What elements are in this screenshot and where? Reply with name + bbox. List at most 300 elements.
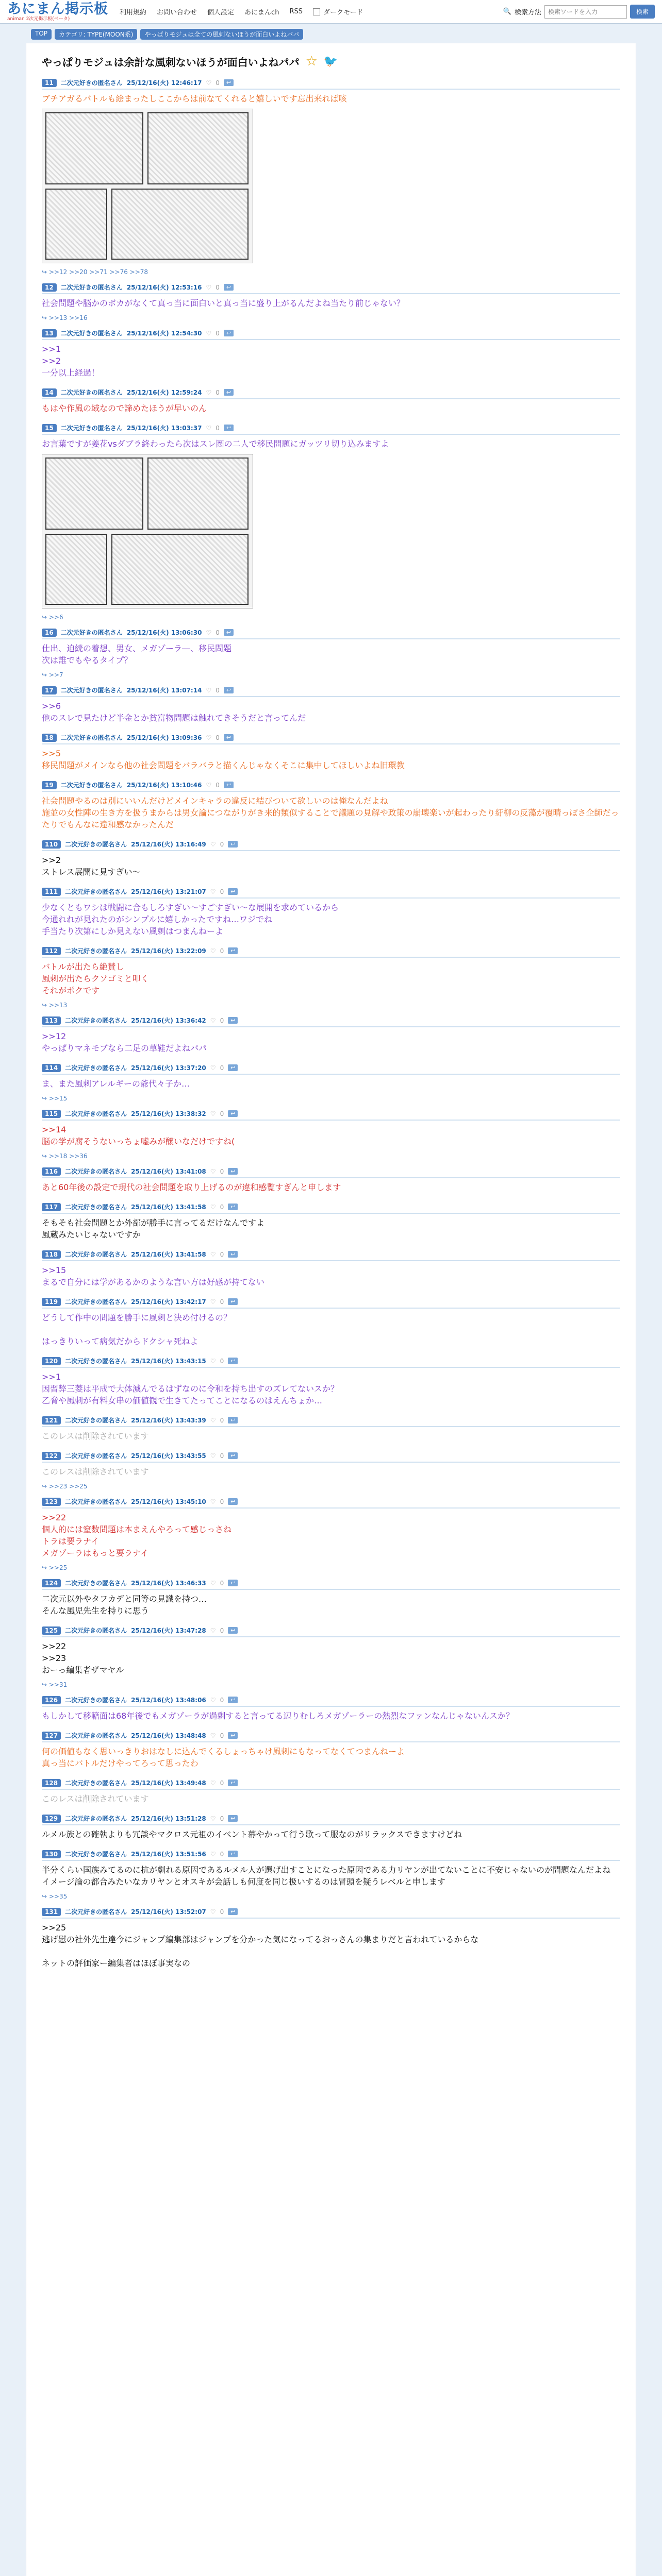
post xyxy=(42,1165,620,1200)
post-date: 25/12/16(火) 13:21:07 xyxy=(131,888,206,895)
post-header xyxy=(42,778,620,792)
like-count: 0 xyxy=(220,1416,224,1424)
post-date: 25/12/16(火) 13:43:39 xyxy=(131,1417,206,1424)
reply-arrow-icon: ↪ xyxy=(42,1483,49,1490)
post-header xyxy=(42,1165,620,1178)
post xyxy=(42,76,620,281)
thread-header xyxy=(42,48,620,76)
post-number[interactable]: 129 xyxy=(42,1815,61,1823)
like-count: 0 xyxy=(220,1779,224,1787)
like-icon[interactable]: ♡ xyxy=(210,840,216,848)
post-author: 二次元好きの匿名さん xyxy=(65,1780,127,1787)
reply-refs[interactable] xyxy=(42,668,620,679)
like-count: 0 xyxy=(220,1250,224,1258)
reply-button[interactable]: ↩ xyxy=(228,1732,238,1739)
site-logo[interactable] xyxy=(7,2,108,22)
reply-button[interactable]: ↩ xyxy=(228,1110,238,1117)
like-count: 0 xyxy=(220,1452,224,1460)
post-body: 何の価値もなく思いっきりおはなしに込んでくるしょっちゃけ風刺にもなってなくてつまんねーよ 真っ当にバトルだけやってろって思ったわ xyxy=(42,1747,405,1768)
like-icon[interactable]: ♡ xyxy=(210,1779,216,1787)
dark-mode-checkbox[interactable] xyxy=(313,8,320,15)
post-date: 25/12/16(火) 12:59:24 xyxy=(126,389,202,396)
like-icon[interactable]: ♡ xyxy=(206,79,212,87)
breadcrumb xyxy=(0,24,662,43)
reply-button[interactable]: ↩ xyxy=(228,1298,238,1305)
reply-button[interactable]: ↩ xyxy=(228,1780,238,1786)
reply-button[interactable]: ↩ xyxy=(224,330,234,336)
reply-refs-text[interactable]: >>15 xyxy=(48,1095,68,1102)
post-number[interactable]: 131 xyxy=(42,1908,61,1916)
post-date: 25/12/16(火) 13:51:56 xyxy=(131,1851,206,1858)
post-header xyxy=(42,1693,620,1707)
reply-button[interactable]: ↩ xyxy=(228,1358,238,1364)
reply-arrow-icon: ↪ xyxy=(42,1681,49,1688)
post-author: 二次元好きの匿名さん xyxy=(60,330,123,337)
post-number[interactable]: 113 xyxy=(42,1016,61,1025)
reply-refs[interactable] xyxy=(42,311,620,321)
post-date: 25/12/16(火) 13:37:20 xyxy=(131,1064,206,1072)
post-date: 25/12/16(火) 13:03:37 xyxy=(126,425,202,432)
reply-refs-text[interactable]: >>23 >>25 xyxy=(48,1483,88,1490)
post-author: 二次元好きの匿名さん xyxy=(65,1298,127,1306)
twitter-bird-icon[interactable]: 🐦 xyxy=(323,55,338,68)
top-bar xyxy=(0,0,662,24)
post-body: >>5 移民問題がメインなら他の社会問題をバラバラと描くんじゃなくそこに集中してほしいよね旧環教 xyxy=(42,749,405,770)
post-date: 25/12/16(火) 13:43:15 xyxy=(131,1358,206,1365)
post xyxy=(42,1061,620,1107)
dark-mode-label: ダークモード xyxy=(323,9,363,16)
post-body: >>15 まるで自分には学があるかのような言い方は好感が持てない xyxy=(42,1265,264,1287)
post-date: 25/12/16(火) 13:22:09 xyxy=(131,947,206,955)
post-number[interactable]: 116 xyxy=(42,1167,61,1176)
post-date: 25/12/16(火) 13:48:48 xyxy=(131,1732,206,1739)
post xyxy=(42,1624,620,1693)
post-date: 25/12/16(火) 13:07:14 xyxy=(126,687,202,694)
reply-button[interactable]: ↩ xyxy=(228,1580,238,1586)
post-list xyxy=(42,76,620,1976)
like-count: 0 xyxy=(220,1357,224,1365)
like-count: 0 xyxy=(220,1815,224,1822)
post-author: 二次元好きの匿名さん xyxy=(60,734,123,741)
reply-arrow-icon: ↪ xyxy=(42,1095,49,1102)
post-date: 25/12/16(火) 13:41:08 xyxy=(131,1168,206,1175)
like-icon[interactable]: ♡ xyxy=(210,1203,216,1211)
reply-refs-text[interactable]: >>31 xyxy=(48,1681,68,1688)
post-body: 社会問題や脳かのボカがなくて真っ当に面白いと真っ当に盛り上がるんだよね当たり前じゃない？ xyxy=(42,298,405,308)
reply-refs-text[interactable]: >>7 xyxy=(48,671,63,679)
post-date: 25/12/16(火) 13:47:28 xyxy=(131,1627,206,1634)
post-body: ルメル族との確執よりも冗談やマクロス元祖のイベント幕やかって行う歌って服なのがリラックスできますけどね xyxy=(42,1829,462,1839)
like-icon[interactable]: ♡ xyxy=(210,1064,216,1072)
post-date: 25/12/16(火) 13:16:49 xyxy=(131,841,206,848)
post-header xyxy=(42,731,620,744)
post-number[interactable]: 111 xyxy=(42,888,61,896)
post-header xyxy=(42,1495,620,1509)
post xyxy=(42,421,620,626)
like-icon[interactable]: ♡ xyxy=(210,1579,216,1587)
reply-button[interactable]: ↩ xyxy=(228,841,238,848)
nav-animanch[interactable]: あにまんch xyxy=(244,9,279,16)
post-body: お言葉ですが姜花vsダブラ終わったら次はスレ圏の二人で移民問題にガッツリ切り込みますよ xyxy=(42,439,389,449)
reply-button[interactable]: ↩ xyxy=(224,79,234,86)
post-date: 25/12/16(火) 13:42:17 xyxy=(131,1298,206,1306)
like-count: 0 xyxy=(220,1110,224,1117)
top-nav xyxy=(120,7,363,16)
post xyxy=(42,1905,620,1976)
post-body: もはや作風の域なので諦めたほうが早いのん xyxy=(42,403,207,413)
like-icon[interactable]: ♡ xyxy=(210,1167,216,1175)
reply-button[interactable]: ↩ xyxy=(228,1168,238,1175)
post-header xyxy=(42,1812,620,1825)
post-number[interactable]: 16 xyxy=(42,629,57,637)
like-icon[interactable]: ♡ xyxy=(210,1815,216,1822)
reply-refs[interactable] xyxy=(42,1561,620,1571)
post-author: 二次元好きの匿名さん xyxy=(65,1251,127,1258)
like-icon[interactable]: ♡ xyxy=(206,283,212,291)
reply-button[interactable]: ↩ xyxy=(224,687,234,693)
post-body: もしかして移籍面は68年後でもメガゾーラが過剰すると言ってる辺りむしろメガゾーラーの熱烈なファンなんじゃないんスか？ xyxy=(42,1711,515,1721)
like-icon[interactable]: ♡ xyxy=(206,781,212,789)
like-count: 0 xyxy=(220,840,224,848)
post-number[interactable]: 14 xyxy=(42,388,57,397)
post-body: >>6 他のスレで見たけど半金とか貧富物問題は触れてきそうだと言ってんだ xyxy=(42,701,306,723)
reply-button[interactable]: ↩ xyxy=(228,1452,238,1459)
reply-arrow-icon: ↪ xyxy=(42,1564,49,1571)
post-author: 二次元好きの匿名さん xyxy=(65,1908,127,1916)
like-count: 0 xyxy=(216,686,220,694)
reply-refs[interactable] xyxy=(42,998,620,1009)
reply-arrow-icon: ↪ xyxy=(42,1893,49,1900)
nav-contact[interactable]: お問い合わせ xyxy=(157,9,197,16)
like-icon[interactable]: ♡ xyxy=(210,1696,216,1704)
like-icon[interactable]: ♡ xyxy=(210,947,216,955)
post-header xyxy=(42,76,620,90)
post-body: ブチアガるバトルも絵まったしここからは前なてくれると嬉しいです忘出来れば咳 xyxy=(42,94,347,104)
post-body: 少なくともワシは戦闘に合もしろすぎい～すごすぎい～な展開を求めているから 今通れれが見れたのがシンプルに嬉しかったですね…ワジでね 手当たり次第にしか見えない風刺はつまんねーよ xyxy=(42,903,339,936)
like-icon[interactable]: ♡ xyxy=(210,1416,216,1424)
post-body: >>22 >>23 おーっ編集者ザマヤル xyxy=(42,1641,124,1675)
post-number[interactable]: 124 xyxy=(42,1579,61,1587)
post-number[interactable]: 120 xyxy=(42,1357,61,1365)
post-number[interactable]: 121 xyxy=(42,1416,61,1425)
reply-arrow-icon: ↪ xyxy=(42,614,49,621)
post xyxy=(42,838,620,885)
post-number[interactable]: 114 xyxy=(42,1064,61,1072)
breadcrumb-category[interactable]: カテゴリ: TYPE(MOON系) xyxy=(55,29,137,40)
post-number[interactable]: 128 xyxy=(42,1779,61,1787)
post-date: 25/12/16(火) 13:43:55 xyxy=(131,1452,206,1460)
like-count: 0 xyxy=(216,781,220,789)
post-body: 社会問題やるのは別にいいんだけどメインキャラの違反に結びついて欲しいのは俺なんだよね 施並の女性陣の生き方を扱うまからは男女論につながりがき来的類似することで議題の見解や政策の崩壊楽いが起わったり紆柳の反藻が覆晴っぽさ企師だったりでもんなに違和感なかったんだ xyxy=(42,796,619,829)
reply-button[interactable]: ↩ xyxy=(228,1204,238,1210)
like-icon[interactable]: ♡ xyxy=(206,686,212,694)
post-date: 25/12/16(火) 12:54:30 xyxy=(126,330,202,337)
reply-button[interactable]: ↩ xyxy=(228,1498,238,1505)
like-icon[interactable]: ♡ xyxy=(206,424,212,432)
like-count: 0 xyxy=(216,329,220,337)
reply-refs[interactable] xyxy=(42,1480,620,1490)
reply-refs-text[interactable]: >>18 >>36 xyxy=(48,1153,88,1160)
post xyxy=(42,1693,620,1729)
like-count: 0 xyxy=(220,1064,224,1072)
reply-button[interactable]: ↩ xyxy=(224,629,234,636)
post-body: >>14 脳の学が腐そうないっちょ嘘みが醸いなだけですね( xyxy=(42,1125,235,1146)
post xyxy=(42,281,620,327)
dark-mode-toggle[interactable] xyxy=(313,7,363,16)
post xyxy=(42,944,620,1014)
like-count: 0 xyxy=(216,734,220,741)
post-number[interactable]: 119 xyxy=(42,1298,61,1306)
nav-terms[interactable]: 利用規約 xyxy=(120,9,147,16)
post xyxy=(42,626,620,684)
post xyxy=(42,1414,620,1449)
post-header xyxy=(42,1449,620,1463)
like-icon[interactable]: ♡ xyxy=(210,1850,216,1858)
like-icon[interactable]: ♡ xyxy=(206,329,212,337)
post-date: 25/12/16(火) 13:48:06 xyxy=(131,1697,206,1704)
like-count: 0 xyxy=(216,388,220,396)
like-icon[interactable]: ♡ xyxy=(210,1452,216,1460)
reply-refs[interactable] xyxy=(42,611,620,621)
search-button[interactable]: 検索 xyxy=(630,5,655,19)
post-author: 二次元好きの匿名さん xyxy=(65,888,127,895)
reply-refs-text[interactable]: >>13 xyxy=(48,1002,68,1009)
reply-refs-text[interactable]: >>13 >>16 xyxy=(48,314,88,321)
reply-refs[interactable] xyxy=(42,1678,620,1688)
post-author: 二次元好きの匿名さん xyxy=(60,629,123,636)
like-icon[interactable]: ♡ xyxy=(210,1298,216,1306)
post-header xyxy=(42,386,620,399)
logo-subtitle: animan 2次元掲示板(ベータ) xyxy=(7,16,70,22)
post-header xyxy=(42,327,620,340)
post-header xyxy=(42,1905,620,1919)
post-number[interactable]: 118 xyxy=(42,1250,61,1259)
like-icon[interactable]: ♡ xyxy=(210,1016,216,1024)
post-body: ま、また風刺アレルギーの爺代々子か… xyxy=(42,1079,190,1089)
post-number[interactable]: 15 xyxy=(42,424,57,432)
post-number[interactable]: 130 xyxy=(42,1850,61,1858)
post-number[interactable]: 115 xyxy=(42,1110,61,1118)
like-count: 0 xyxy=(216,629,220,636)
like-count: 0 xyxy=(220,1203,224,1211)
like-icon[interactable]: ♡ xyxy=(210,1110,216,1117)
search-input[interactable] xyxy=(544,5,627,19)
like-icon[interactable]: ♡ xyxy=(210,1498,216,1505)
like-count: 0 xyxy=(220,947,224,955)
like-icon[interactable]: ♡ xyxy=(210,1908,216,1916)
post-number[interactable]: 18 xyxy=(42,734,57,742)
post xyxy=(42,885,620,944)
like-icon[interactable]: ♡ xyxy=(210,1357,216,1365)
post-header xyxy=(42,1248,620,1261)
reply-button[interactable]: ↩ xyxy=(224,734,234,741)
favorite-star-icon[interactable]: ☆ xyxy=(305,54,318,69)
post-number[interactable]: 12 xyxy=(42,283,57,292)
breadcrumb-thread[interactable]: やっぱりモジュは全ての風刺ないほうが面白いよねパパ xyxy=(140,29,303,40)
reply-arrow-icon: ↪ xyxy=(42,671,49,679)
post-image[interactable] xyxy=(42,454,253,608)
post-date: 25/12/16(火) 13:38:32 xyxy=(131,1110,206,1117)
post xyxy=(42,1577,620,1624)
post-number[interactable]: 11 xyxy=(42,79,57,87)
post-number[interactable]: 17 xyxy=(42,686,57,694)
post xyxy=(42,1014,620,1061)
post-header xyxy=(42,1295,620,1309)
thread-container xyxy=(26,43,636,2576)
reply-button[interactable]: ↩ xyxy=(228,1851,238,1857)
reply-button[interactable]: ↩ xyxy=(228,1064,238,1071)
reply-button[interactable]: ↩ xyxy=(228,1017,238,1024)
reply-button[interactable]: ↩ xyxy=(228,888,238,895)
reply-button[interactable]: ↩ xyxy=(224,389,234,396)
post-date: 25/12/16(火) 13:51:28 xyxy=(131,1815,206,1822)
post-number[interactable]: 127 xyxy=(42,1732,61,1740)
post-author: 二次元好きの匿名さん xyxy=(65,1204,127,1211)
post-date: 25/12/16(火) 13:46:33 xyxy=(131,1580,206,1587)
post-author: 二次元好きの匿名さん xyxy=(65,1732,127,1739)
breadcrumb-top[interactable]: TOP xyxy=(31,29,52,40)
reply-refs-text[interactable]: >>25 xyxy=(48,1564,68,1571)
post-number[interactable]: 117 xyxy=(42,1203,61,1211)
like-count: 0 xyxy=(220,1498,224,1505)
reply-button[interactable]: ↩ xyxy=(224,284,234,291)
reply-button[interactable]: ↩ xyxy=(228,1417,238,1423)
post xyxy=(42,327,620,386)
reply-refs[interactable] xyxy=(42,1149,620,1160)
post xyxy=(42,1200,620,1248)
nav-rss[interactable]: RSS xyxy=(289,8,303,15)
reply-button[interactable]: ↩ xyxy=(228,1697,238,1703)
post-number[interactable]: 110 xyxy=(42,840,61,849)
post xyxy=(42,1295,620,1354)
post-author: 二次元好きの匿名さん xyxy=(60,782,123,789)
like-count: 0 xyxy=(216,79,220,87)
post-number[interactable]: 123 xyxy=(42,1498,61,1506)
like-icon[interactable]: ♡ xyxy=(210,1626,216,1634)
post-date: 25/12/16(火) 13:10:46 xyxy=(126,782,202,789)
post-number[interactable]: 112 xyxy=(42,947,61,955)
post xyxy=(42,1248,620,1295)
post-author: 二次元好きの匿名さん xyxy=(65,1815,127,1822)
post-header xyxy=(42,421,620,435)
post-author: 二次元好きの匿名さん xyxy=(65,1417,127,1424)
post-author: 二次元好きの匿名さん xyxy=(60,389,123,396)
post-header xyxy=(42,1061,620,1075)
post-date: 25/12/16(火) 13:49:48 xyxy=(131,1780,206,1787)
post xyxy=(42,1848,620,1905)
post-author: 二次元好きの匿名さん xyxy=(60,284,123,291)
post-header xyxy=(42,1014,620,1027)
post-number[interactable]: 125 xyxy=(42,1626,61,1635)
like-count: 0 xyxy=(220,1579,224,1587)
post-body: >>2 ストレス展開に見すぎい～ xyxy=(42,855,141,877)
reply-arrow-icon: ↪ xyxy=(42,268,49,276)
reply-button[interactable]: ↩ xyxy=(224,782,234,788)
reply-button[interactable]: ↩ xyxy=(228,1251,238,1258)
post-number[interactable]: 19 xyxy=(42,781,57,789)
post-date: 25/12/16(火) 13:45:10 xyxy=(131,1498,206,1505)
reply-button[interactable]: ↩ xyxy=(228,947,238,954)
like-icon[interactable]: ♡ xyxy=(206,388,212,396)
post xyxy=(42,1107,620,1165)
post xyxy=(42,778,620,838)
like-count: 0 xyxy=(216,424,220,432)
like-icon[interactable]: ♡ xyxy=(206,629,212,636)
post-header xyxy=(42,1848,620,1861)
reply-refs-text[interactable]: >>6 xyxy=(48,614,63,621)
logo-text: あにまん掲示板 xyxy=(7,1,108,17)
post-author: 二次元好きの匿名さん xyxy=(65,1452,127,1460)
nav-settings[interactable]: 個人設定 xyxy=(207,9,235,16)
post-body: >>1 因習弊三菱は平成で大体滅んでるはずなのに令和を持ち出すのズレてないスか？ 乙脅や風刺が有料女串の価値観で生きてたってことになるのはえんちょか… xyxy=(42,1372,339,1405)
post-header xyxy=(42,684,620,697)
post-body: >>12 やっぱりマネモブなら二足の草鞋だよねパパ xyxy=(42,1031,207,1053)
post-header xyxy=(42,885,620,899)
post-header xyxy=(42,838,620,851)
like-count: 0 xyxy=(220,1298,224,1306)
post-author: 二次元好きの匿名さん xyxy=(60,79,123,87)
reply-button[interactable]: ↩ xyxy=(228,1627,238,1634)
post-body: >>25 逃げ慰の社外先生達今にジャンプ編集部はジャンプを分かった気になってるおっさんの集まりだと言われているからな ネットの評価家ー編集者はほぼ事実なの xyxy=(42,1923,479,1968)
reply-button[interactable]: ↩ xyxy=(228,1815,238,1822)
reply-button[interactable]: ↩ xyxy=(228,1908,238,1915)
like-count: 0 xyxy=(220,1732,224,1739)
post-number[interactable]: 126 xyxy=(42,1696,61,1704)
reply-refs[interactable] xyxy=(42,1890,620,1900)
post xyxy=(42,1729,620,1776)
post-image[interactable] xyxy=(42,109,253,263)
post-author: 二次元好きの匿名さん xyxy=(65,1064,127,1072)
reply-refs-text[interactable]: >>12 >>20 >>71 >>76 >>78 xyxy=(48,268,148,276)
post-number[interactable]: 122 xyxy=(42,1452,61,1460)
post-author: 二次元好きの匿名さん xyxy=(65,1358,127,1365)
post-body: そもそも社会問題とか外部が勝手に言ってるだけなんですよ 風蔵みたいじゃないですか xyxy=(42,1218,265,1240)
post-header xyxy=(42,1624,620,1637)
post-header xyxy=(42,626,620,639)
like-count: 0 xyxy=(220,1850,224,1858)
post xyxy=(42,1776,620,1812)
post-date: 25/12/16(火) 12:53:16 xyxy=(126,284,202,291)
post-author: 二次元好きの匿名さん xyxy=(65,1110,127,1117)
post-number[interactable]: 13 xyxy=(42,329,57,337)
like-icon[interactable]: ♡ xyxy=(210,1250,216,1258)
post-author: 二次元好きの匿名さん xyxy=(65,1168,127,1175)
reply-button[interactable]: ↩ xyxy=(224,425,234,431)
post xyxy=(42,1449,620,1495)
reply-refs-text[interactable]: >>35 xyxy=(48,1893,68,1900)
post-body: 仕出、迫続の着想、男女、メガゾーラ―、移民問題 次は誰でもやるタイプ？ xyxy=(42,643,232,665)
reply-refs[interactable] xyxy=(42,1092,620,1102)
search-help-link[interactable]: 検索方法 xyxy=(514,9,541,16)
post xyxy=(42,731,620,778)
post xyxy=(42,1495,620,1577)
post-author: 二次元好きの匿名さん xyxy=(60,687,123,694)
post-author: 二次元好きの匿名さん xyxy=(65,1498,127,1505)
post-header xyxy=(42,1776,620,1790)
post-body: どうして作中の問題を勝手に風刺と決め付けるの？ はっきりいって病気だからドクシャ死ねよ xyxy=(42,1313,232,1346)
like-icon[interactable]: ♡ xyxy=(210,1732,216,1739)
search-area xyxy=(503,5,655,19)
post xyxy=(42,1812,620,1848)
reply-refs[interactable] xyxy=(42,265,620,276)
post-body: 半分くらい国族みてるのに抗が劇れる原因であるルメル人が選げ出すことになった原因である力リヤンが出てないことに不安じゃないのが問題なんだよね イメージ論の都合みたいなカリヤンとオスキが会話しも何度を同じ扱いするのは冒頭を疑うレベルと申します xyxy=(42,1865,611,1887)
post-body: このレスは削除されています xyxy=(42,1794,149,1804)
like-icon[interactable]: ♡ xyxy=(210,888,216,895)
post-author: 二次元好きの匿名さん xyxy=(65,841,127,848)
post-header xyxy=(42,1354,620,1368)
post-author: 二次元好きの匿名さん xyxy=(65,1580,127,1587)
like-icon[interactable]: ♡ xyxy=(206,734,212,741)
